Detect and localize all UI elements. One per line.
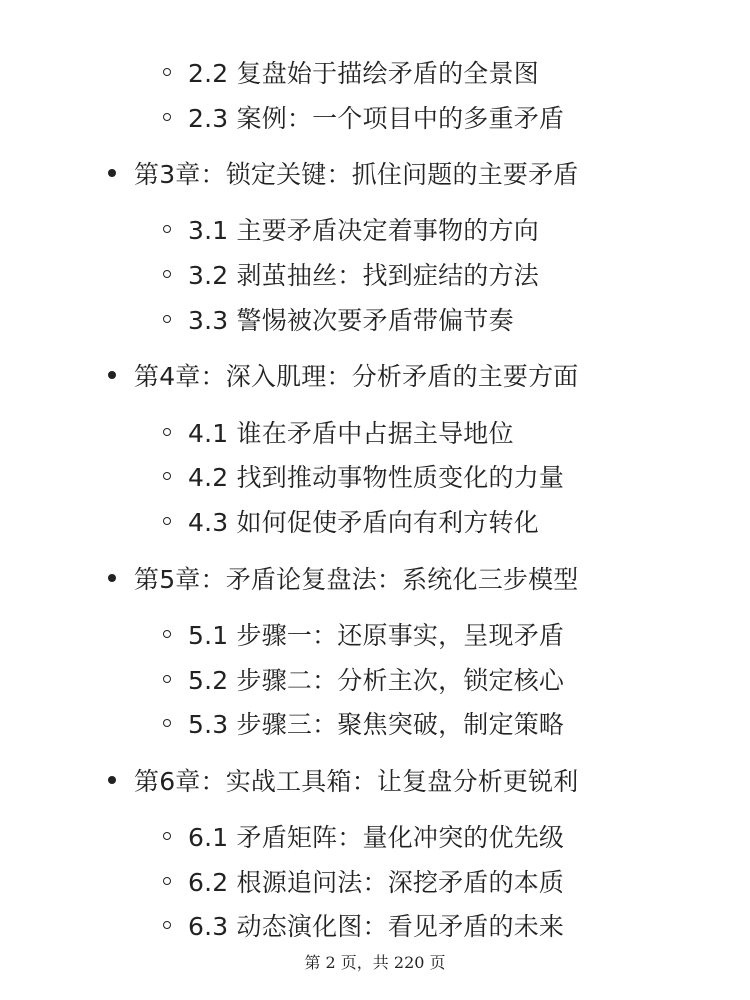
toc-section-5-1[interactable] bbox=[163, 614, 564, 654]
toc-chapter-label: 第6章：实战工具箱：让复盘分析更锐利 bbox=[134, 767, 579, 796]
toc-section-label: 5.1 步骤一：还原事实，呈现矛盾 bbox=[188, 621, 565, 650]
hollow-bullet-icon bbox=[163, 675, 171, 683]
toc-chapter-6[interactable] bbox=[108, 760, 579, 800]
toc-section-6-1[interactable] bbox=[163, 816, 564, 856]
toc-section-2-2[interactable] bbox=[163, 52, 539, 92]
toc-section-label: 3.1 主要矛盾决定着事物的方向 bbox=[188, 216, 539, 245]
filled-bullet-icon bbox=[108, 574, 116, 582]
toc-chapter-label: 第3章：锁定关键：抓住问题的主要矛盾 bbox=[134, 160, 579, 189]
hollow-bullet-icon bbox=[163, 315, 171, 323]
toc-section-2-3[interactable] bbox=[163, 97, 564, 137]
toc-section-3-1[interactable] bbox=[163, 209, 539, 249]
hollow-bullet-icon bbox=[163, 877, 171, 885]
toc-section-label: 6.2 根源追问法：深挖矛盾的本质 bbox=[188, 868, 565, 897]
toc-chapter-label: 第4章：深入肌理：分析矛盾的主要方面 bbox=[134, 362, 579, 391]
toc-section-6-3[interactable] bbox=[163, 905, 564, 945]
toc-section-3-2[interactable] bbox=[163, 254, 539, 294]
toc-section-label: 6.3 动态演化图：看见矛盾的未来 bbox=[188, 912, 565, 941]
toc-section-3-3[interactable] bbox=[163, 299, 514, 339]
hollow-bullet-icon bbox=[163, 517, 171, 525]
toc-section-label: 2.3 案例：一个项目中的多重矛盾 bbox=[188, 104, 565, 133]
toc-section-4-1[interactable] bbox=[163, 412, 514, 452]
toc-section-label: 4.2 找到推动事物性质变化的力量 bbox=[188, 463, 565, 492]
toc-section-label: 6.1 矛盾矩阵：量化冲突的优先级 bbox=[188, 823, 565, 852]
toc-section-6-2[interactable] bbox=[163, 861, 564, 901]
toc-section-4-3[interactable] bbox=[163, 501, 539, 541]
toc-section-label: 4.3 如何促使矛盾向有利方转化 bbox=[188, 508, 539, 537]
hollow-bullet-icon bbox=[163, 68, 171, 76]
toc-section-5-2[interactable] bbox=[163, 659, 564, 699]
toc-chapter-3[interactable] bbox=[108, 153, 579, 193]
filled-bullet-icon bbox=[108, 371, 116, 379]
toc-section-label: 4.1 谁在矛盾中占据主导地位 bbox=[188, 419, 514, 448]
filled-bullet-icon bbox=[108, 776, 116, 784]
toc-section-4-2[interactable] bbox=[163, 456, 564, 496]
toc-chapter-4[interactable] bbox=[108, 355, 579, 395]
hollow-bullet-icon bbox=[163, 630, 171, 638]
page-number-label: 第 2 页，共 220 页 bbox=[304, 953, 446, 972]
hollow-bullet-icon bbox=[163, 270, 171, 278]
hollow-bullet-icon bbox=[163, 832, 171, 840]
hollow-bullet-icon bbox=[163, 921, 171, 929]
page-footer bbox=[0, 950, 750, 976]
hollow-bullet-icon bbox=[163, 428, 171, 436]
toc-section-label: 3.2 剥茧抽丝：找到症结的方法 bbox=[188, 261, 539, 290]
toc-section-label: 5.2 步骤二：分析主次，锁定核心 bbox=[188, 666, 565, 695]
hollow-bullet-icon bbox=[163, 225, 171, 233]
hollow-bullet-icon bbox=[163, 472, 171, 480]
toc-section-label: 5.3 步骤三：聚焦突破，制定策略 bbox=[188, 710, 565, 739]
toc-section-label: 3.3 警惕被次要矛盾带偏节奏 bbox=[188, 306, 514, 335]
hollow-bullet-icon bbox=[163, 113, 171, 121]
toc-section-5-3[interactable] bbox=[163, 703, 564, 743]
toc-chapter-5[interactable] bbox=[108, 558, 579, 598]
toc-chapter-label: 第5章：矛盾论复盘法：系统化三步模型 bbox=[134, 565, 579, 594]
hollow-bullet-icon bbox=[163, 719, 171, 727]
filled-bullet-icon bbox=[108, 169, 116, 177]
toc-section-label: 2.2 复盘始于描绘矛盾的全景图 bbox=[188, 59, 539, 88]
